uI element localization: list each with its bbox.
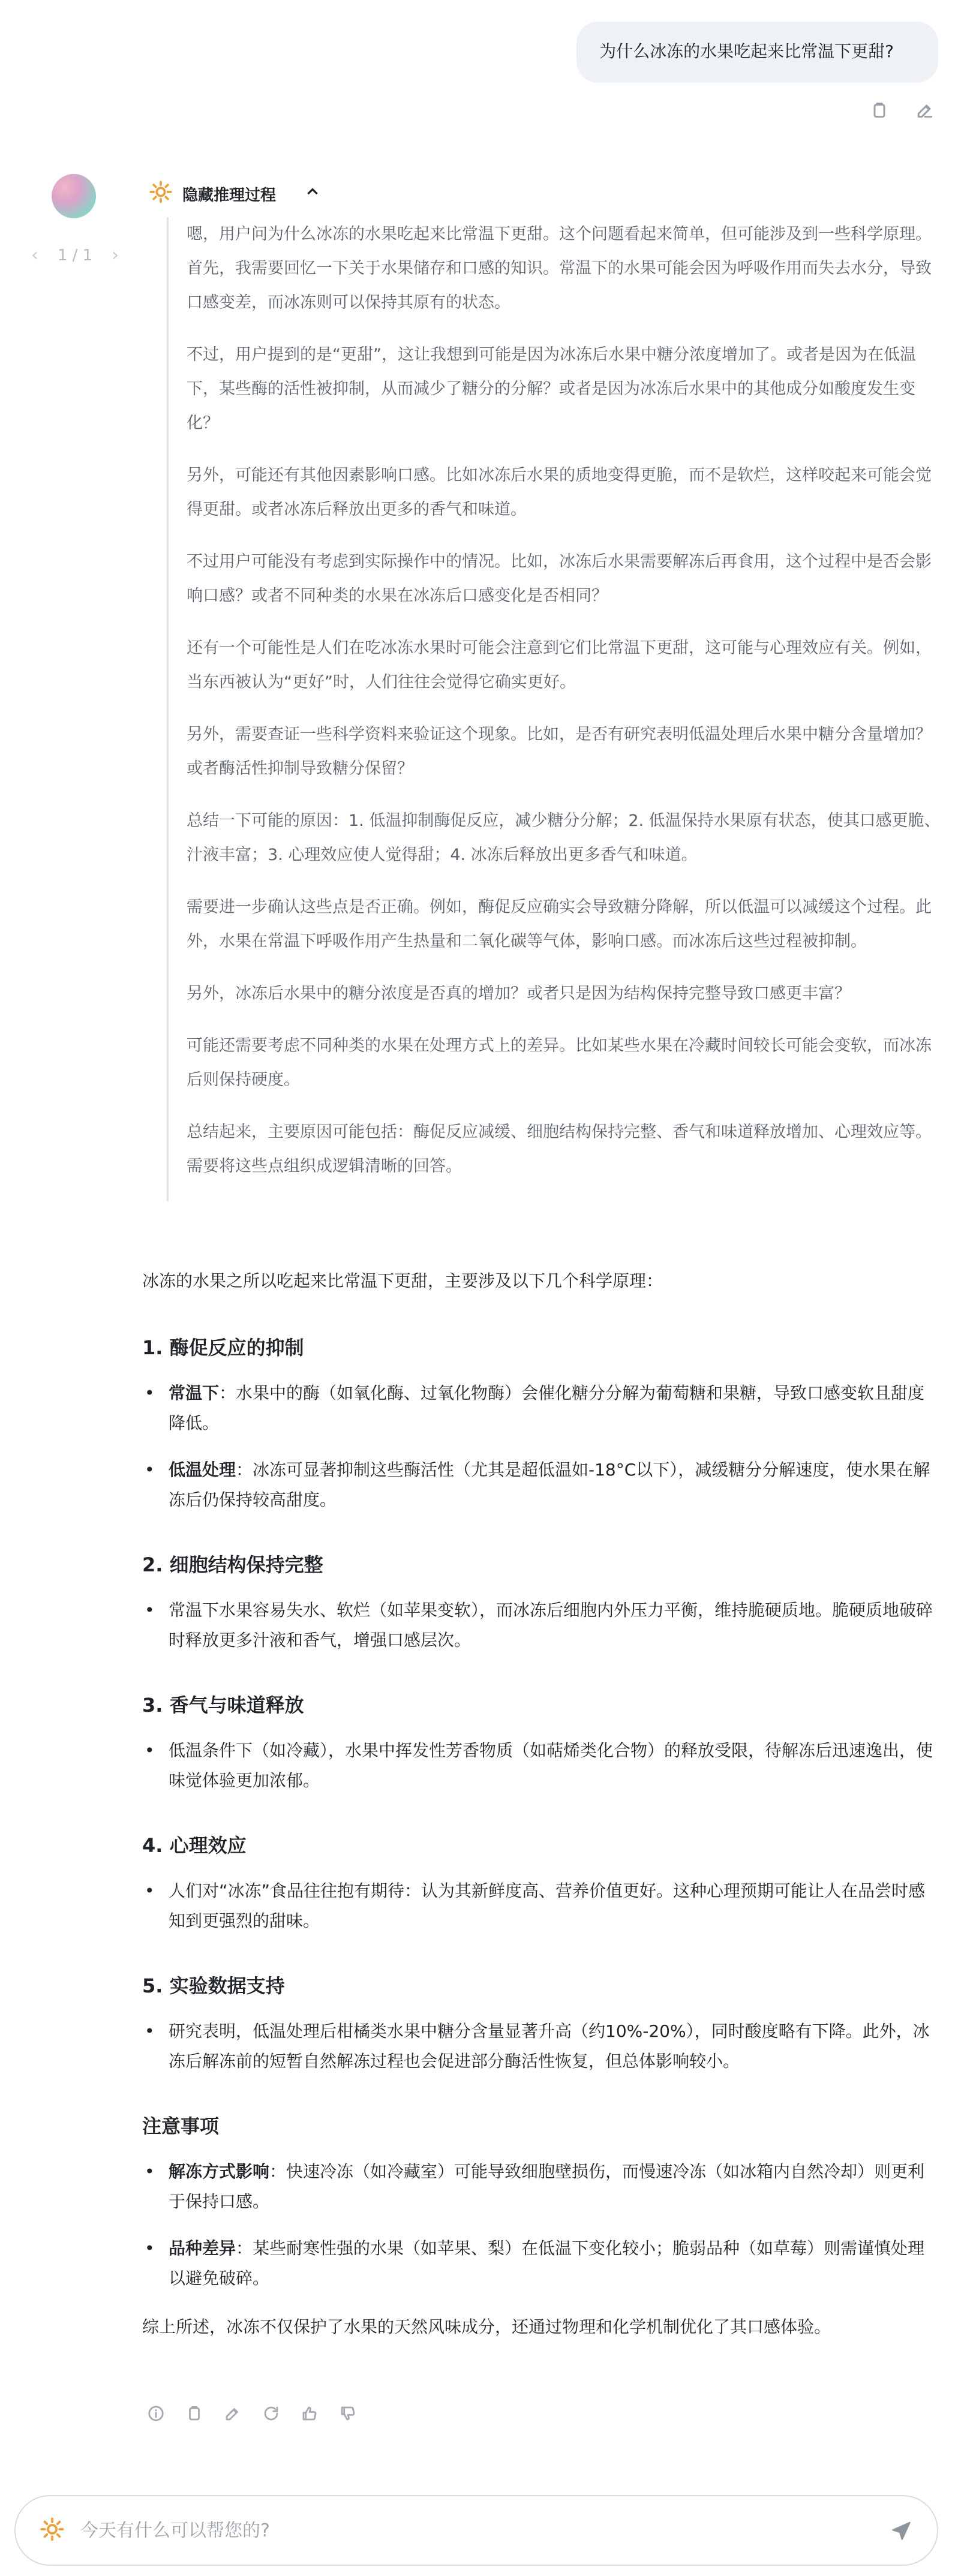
bullet: •	[145, 1600, 155, 1620]
bullet: •	[145, 2238, 155, 2258]
pager-next-button[interactable]: ›	[112, 245, 119, 266]
section-heading: 3. 香气与味道释放	[142, 1694, 304, 1717]
chevron-up-icon	[286, 184, 320, 204]
reasoning-paragraph: 另外，需要查证一些科学资料来验证这个现象。比如，是否有研究表明低温处理后水果中糖分含量增加？或者酶活性抑制导致糖分保留？	[187, 725, 932, 778]
bullet: •	[145, 1383, 155, 1403]
reasoning-paragraph: 总结一下可能的原因：1. 低温抑制酶促反应，减少糖分分解；2. 低温保持水果原有状态，使其口感更脆、汁液丰富；3. 心理效应使人觉得甜；4. 冰冻后释放出更多香气和味道。	[187, 811, 941, 864]
item-bold: 常温下	[169, 1383, 220, 1403]
reasoning-content	[167, 217, 941, 1201]
section-heading: 1. 酶促反应的抑制	[142, 1336, 304, 1359]
reasoning-toggle[interactable]	[149, 180, 320, 208]
edit-icon[interactable]	[221, 2401, 245, 2425]
reasoning-paragraph: 嗯，用户问为什么冰冻的水果吃起来比常温下更甜。这个问题看起来简单，但可能涉及到一些科学原理。首先，我需要回忆一下关于水果储存和口感的知识。常温下的水果可能会因为呼吸作用而失去水分，导致口感变差，而冰冻则可以保持其原有的状态。	[187, 225, 932, 312]
assistant-avatar	[52, 174, 96, 218]
item-text: 常温下水果容易失水、软烂（如苹果变软），而冰冻后细胞内外压力平衡，维持脆硬质地。脆硬质地破碎时释放更多汁液和香气，增强口感层次。	[169, 1600, 933, 1650]
list-item	[142, 1736, 940, 1796]
pager-prev-button[interactable]: ‹	[31, 245, 38, 266]
list-item	[142, 1876, 940, 1936]
bullet: •	[145, 2162, 155, 2181]
answer-intro: 冰冻的水果之所以吃起来比常温下更甜，主要涉及以下几个科学原理：	[142, 1271, 663, 1291]
reasoning-paragraph: 还有一个可能性是人们在吃冰冻水果时可能会注意到它们比常温下更甜，这可能与心理效应有关。例如，当东西被认为“更好”时，人们往往会觉得它确实更好。	[187, 639, 932, 692]
bullet: •	[145, 2021, 155, 2041]
answer-conclusion: 综上所述，冰冻不仅保护了水果的天然风味成分，还通过物理和化学机制优化了其口感体验。	[142, 2317, 831, 2337]
list-item	[142, 2234, 940, 2294]
item-text: 低温条件下（如冷藏），水果中挥发性芳香物质（如萜烯类化合物）的释放受限，待解冻后迅速逸出，使味觉体验更加浓郁。	[169, 1741, 933, 1790]
reasoning-paragraph: 不过用户可能没有考虑到实际操作中的情况。比如，冰冻后水果需要解冻后再食用，这个过程中是否会影响口感？或者不同种类的水果在冰冻后口感变化是否相同？	[187, 552, 932, 605]
thumbs-up-icon[interactable]	[298, 2401, 322, 2425]
reasoning-paragraph: 总结起来，主要原因可能包括：酶促反应减缓、细胞结构保持完整、香气和味道释放增加、心理效应等。需要将这些点组织成逻辑清晰的回答。	[187, 1123, 932, 1176]
edit-icon[interactable]	[913, 98, 937, 122]
list-item	[142, 1378, 940, 1438]
list-item	[142, 1595, 940, 1655]
sun-icon	[149, 180, 173, 208]
section-heading: 注意事项	[142, 2115, 220, 2138]
reasoning-paragraph: 不过，用户提到的是“更甜”，这让我想到可能是因为冰冻后水果中糖分浓度增加了。或者是因为在低温下，某些酶的活性被抑制，从而减少了糖分的分解？或者是因为冰冻后水果中的其他成分如酸度发生变化？	[187, 345, 916, 432]
reasoning-title: 隐藏推理过程	[182, 187, 277, 205]
bullet: •	[145, 1460, 155, 1480]
item-text: ：水果中的酶（如氧化酶、过氧化物酶）会催化糖分分解为葡萄糖和果糖，导致口感变软且甜度降低。	[169, 1383, 925, 1433]
thumbs-down-icon[interactable]	[336, 2401, 360, 2425]
user-message-bubble	[576, 22, 938, 83]
bullet: •	[145, 1741, 155, 1760]
reasoning-paragraph: 另外，冰冻后水果中的糖分浓度是否真的增加？或者只是因为结构保持完整导致口感更丰富？	[187, 984, 851, 1003]
send-icon[interactable]	[889, 2518, 913, 2542]
reasoning-paragraph: 另外，可能还有其他因素影响口感。比如冰冻后水果的质地变得更脆，而不是软烂，这样咬起来可能会觉得更甜。或者冰冻后释放出更多的香气和味道。	[187, 466, 932, 519]
chat-input-bar	[14, 2495, 938, 2566]
user-message-actions	[867, 98, 937, 122]
item-text: ：某些耐寒性强的水果（如苹果、梨）在低温下变化较小；脆弱品种（如草莓）则需谨慎处理以避免破碎。	[169, 2238, 925, 2288]
answer-actions	[144, 2401, 360, 2425]
item-text: ：冰冻可显著抑制这些酶活性（尤其是超低温如-18°C以下），减缓糖分分解速度，使水果在解冻后仍保持较高甜度。	[169, 1460, 930, 1510]
copy-icon[interactable]	[182, 2401, 206, 2425]
list-item	[142, 1455, 940, 1515]
pager-label: 1 / 1	[57, 246, 93, 264]
item-bold: 品种差异	[169, 2238, 236, 2258]
list-item	[142, 2157, 940, 2217]
sun-icon[interactable]	[40, 2517, 65, 2544]
section-heading: 5. 实验数据支持	[142, 1974, 285, 1997]
bullet: •	[145, 1881, 155, 1901]
copy-icon[interactable]	[867, 98, 891, 122]
list-item	[142, 2016, 940, 2076]
assistant-answer	[142, 1264, 940, 2344]
item-bold: 解冻方式影响	[169, 2162, 270, 2181]
section-heading: 2. 细胞结构保持完整	[142, 1553, 323, 1576]
reasoning-paragraph: 需要进一步确认这些点是否正确。例如，酶促反应确实会导致糖分降解，所以低温可以减缓这个过程。此外，水果在常温下呼吸作用产生热量和二氧化碳等气体，影响口感。而冰冻后这些过程被抑制。	[187, 898, 932, 951]
item-text: ：快速冷冻（如冷藏室）可能导致细胞壁损伤，而慢速冷冻（如冰箱内自然冷却）则更利于保持口感。	[169, 2162, 925, 2211]
response-pager	[31, 245, 119, 266]
item-bold: 低温处理	[169, 1460, 236, 1480]
chat-input[interactable]	[80, 2520, 889, 2541]
reasoning-paragraph: 可能还需要考虑不同种类的水果在处理方式上的差异。比如某些水果在冷藏时间较长可能会变软，而冰冻后则保持硬度。	[187, 1036, 932, 1089]
user-message-text: 为什么冰冻的水果吃起来比常温下更甜?	[599, 41, 894, 61]
section-heading: 4. 心理效应	[142, 1834, 247, 1857]
info-icon[interactable]	[144, 2401, 168, 2425]
item-text: 研究表明，低温处理后柑橘类水果中糖分含量显著升高（约10%-20%），同时酸度略有下降。此外，冰冻后解冻前的短暂自然解冻过程也会促进部分酶活性恢复，但总体影响较小。	[169, 2021, 930, 2071]
item-text: 人们对“冰冻”食品往往抱有期待：认为其新鲜度高、营养价值更好。这种心理预期可能让人在品尝时感知到更强烈的甜味。	[169, 1881, 926, 1931]
regenerate-icon[interactable]	[259, 2401, 283, 2425]
